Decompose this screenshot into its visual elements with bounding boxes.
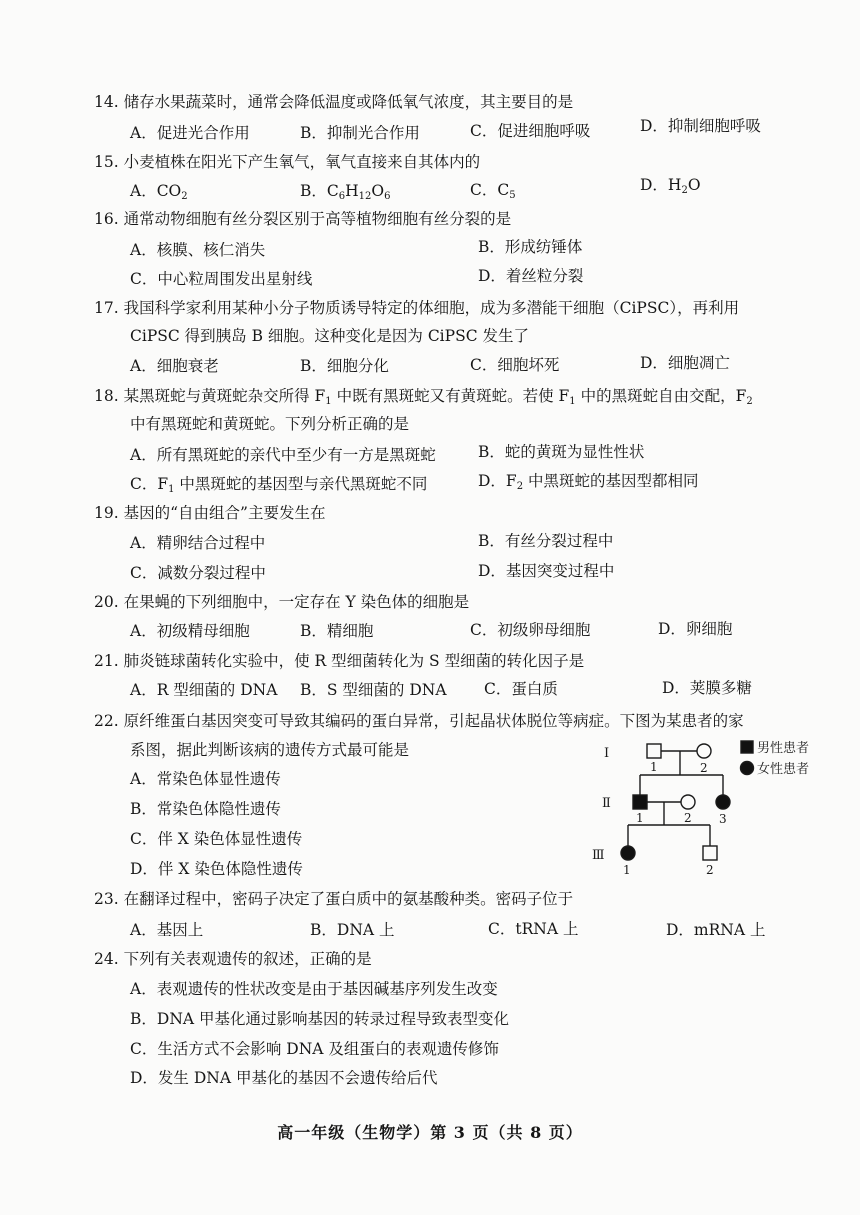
q15-option-d: D．$H_2O$ xyxy=(640,176,701,196)
q18-option-c: C．$F_1$ 中黑斑蛇的基因型与亲代黑斑蛇不同 xyxy=(130,475,428,495)
question-21-stem: 21. 肺炎链球菌转化实验中，使 R 型细菌转化为 S 型细菌的转化因子是 xyxy=(94,652,585,670)
q19-option-b: B．有丝分裂过程中 xyxy=(478,532,614,550)
question-24-stem: 24. 下列有关表观遗传的叙述，正确的是 xyxy=(94,950,372,968)
q19-option-a: A．精卵结合过程中 xyxy=(130,534,266,552)
q19-option-d: D．基因突变过程中 xyxy=(478,562,615,580)
q14-option-c: C．促进细胞呼吸 xyxy=(470,122,591,140)
q24-option-d: D．发生 DNA 甲基化的基因不会遗传给后代 xyxy=(130,1069,438,1087)
q16-option-b: B．形成纺锤体 xyxy=(478,238,583,256)
q23-option-d: D．mRNA 上 xyxy=(666,921,766,939)
legend-male-patient-icon xyxy=(741,741,753,753)
q21-option-a: A．R 型细菌的 DNA xyxy=(130,681,278,699)
page-footer: 高一年级（生物学）第 3 页（共 8 页） xyxy=(277,1123,583,1142)
q24-option-a: A．表观遗传的性状改变是由于基因碱基序列发生改变 xyxy=(130,980,498,998)
question-22-stem: 22. 原纤维蛋白基因突变可导致其编码的蛋白异常，引起晶状体脱位等病症。下图为某患者的家 xyxy=(94,712,744,730)
gen2-female-3-affected xyxy=(716,795,730,809)
q17-option-a: A．细胞衰老 xyxy=(130,357,219,375)
gen3-male-2 xyxy=(703,846,717,860)
q21-option-d: D．荚膜多糖 xyxy=(662,679,752,697)
gen1-female-2 xyxy=(697,744,711,758)
question-17-stem-cont: CiPSC 得到胰岛 B 细胞。这种变化是因为 CiPSC 发生了 xyxy=(130,327,529,345)
q15-option-b: B．$C_6H_{12}O_6$ xyxy=(300,182,391,202)
question-15-stem: 15. 小麦植株在阳光下产生氧气，氧气直接来自其体内的 xyxy=(94,153,481,171)
gen1-male-1 xyxy=(647,744,661,758)
q16-option-d: D．着丝粒分裂 xyxy=(478,267,584,285)
q18-option-d: D．$F_2$ 中黑斑蛇的基因型都相同 xyxy=(478,472,699,492)
ii-1-number: 1 xyxy=(636,811,644,825)
generation-label-1: Ⅰ xyxy=(604,746,610,761)
q18-option-a: A．所有黑斑蛇的亲代中至少有一方是黑斑蛇 xyxy=(130,446,436,464)
q21-option-b: B．S 型细菌的 DNA xyxy=(300,681,447,699)
q19-option-c: C．减数分裂过程中 xyxy=(130,564,266,582)
q22-option-c: C．伴 X 染色体显性遗传 xyxy=(130,830,303,848)
q18-option-b: B．蛇的黄斑为显性性状 xyxy=(478,443,645,461)
question-18-stem-cont: 中有黑斑蛇和黄斑蛇。下列分析正确的是 xyxy=(130,415,410,433)
generation-label-2: Ⅱ xyxy=(602,796,611,811)
q22-option-a: A．常染色体显性遗传 xyxy=(130,770,281,788)
q14-option-a: A．促进光合作用 xyxy=(130,124,250,142)
pedigree-chart xyxy=(590,735,850,875)
legend-male-patient-label: 男性患者 xyxy=(757,741,810,756)
gen2-female-2 xyxy=(681,795,695,809)
q17-option-c: C．细胞坏死 xyxy=(470,356,560,374)
q20-option-c: C．初级卵母细胞 xyxy=(470,621,591,639)
q20-option-a: A．初级精母细胞 xyxy=(130,622,250,640)
i-1-number: 1 xyxy=(650,760,658,774)
iii-2-number: 2 xyxy=(706,863,714,875)
q17-option-d: D．细胞凋亡 xyxy=(640,354,730,372)
iii-1-number: 1 xyxy=(623,863,631,875)
q20-option-b: B．精细胞 xyxy=(300,622,374,640)
q15-option-c: C．$C_5$ xyxy=(470,181,516,201)
question-20-stem: 20. 在果蝇的下列细胞中，一定存在 Y 染色体的细胞是 xyxy=(94,593,470,611)
ii-2-number: 2 xyxy=(684,811,692,825)
question-18-stem: 18. 某黑斑蛇与黄斑蛇杂交所得 $F_1$ 中既有黑斑蛇又有黄斑蛇。若使 $F_1$ 中的黑斑蛇自由交配，$F_2$ xyxy=(94,387,753,407)
generation-label-3: Ⅲ xyxy=(592,848,605,863)
gen3-female-1-affected xyxy=(621,846,635,860)
gen2-male-1-affected xyxy=(633,795,647,809)
q14-option-b: B．抑制光合作用 xyxy=(300,124,420,142)
ii-3-number: 3 xyxy=(719,812,727,826)
q22-option-b: B．常染色体隐性遗传 xyxy=(130,800,281,818)
q15-option-a: A．$CO_2$ xyxy=(130,182,188,202)
question-23-stem: 23. 在翻译过程中，密码子决定了蛋白质中的氨基酸种类。密码子位于 xyxy=(94,890,574,908)
q22-option-d: D．伴 X 染色体隐性遗传 xyxy=(130,860,303,878)
q24-option-c: C．生活方式不会影响 DNA 及组蛋白的表观遗传修饰 xyxy=(130,1040,499,1058)
q24-option-b: B．DNA 甲基化通过影响基因的转录过程导致表型变化 xyxy=(130,1010,510,1028)
q20-option-d: D．卵细胞 xyxy=(658,620,733,638)
q23-option-a: A．基因上 xyxy=(130,921,204,939)
question-16-stem: 16. 通常动物细胞有丝分裂区别于高等植物细胞有丝分裂的是 xyxy=(94,210,512,228)
q14-option-d: D．抑制细胞呼吸 xyxy=(640,117,761,135)
question-17-stem: 17. 我国科学家利用某种小分子物质诱导特定的体细胞，成为多潜能干细胞（CiPSC），再利用 xyxy=(94,299,740,317)
q16-option-a: A．核膜、核仁消失 xyxy=(130,241,266,259)
i-2-number: 2 xyxy=(700,761,708,775)
q16-option-c: C．中心粒周围发出星射线 xyxy=(130,270,313,288)
q17-option-b: B．细胞分化 xyxy=(300,357,389,375)
q23-option-c: C．tRNA 上 xyxy=(488,920,579,938)
question-19-stem: 19. 基因的“自由组合”主要发生在 xyxy=(94,504,326,522)
q23-option-b: B．DNA 上 xyxy=(310,921,395,939)
question-22-stem-cont: 系图，据此判断该病的遗传方式最可能是 xyxy=(130,741,410,759)
question-14-stem: 14. 储存水果蔬菜时，通常会降低温度或降低氧气浓度，其主要目的是 xyxy=(94,93,574,111)
legend-female-patient-label: 女性患者 xyxy=(757,762,810,777)
legend-female-patient-icon xyxy=(741,762,754,775)
q21-option-c: C．蛋白质 xyxy=(484,680,558,698)
